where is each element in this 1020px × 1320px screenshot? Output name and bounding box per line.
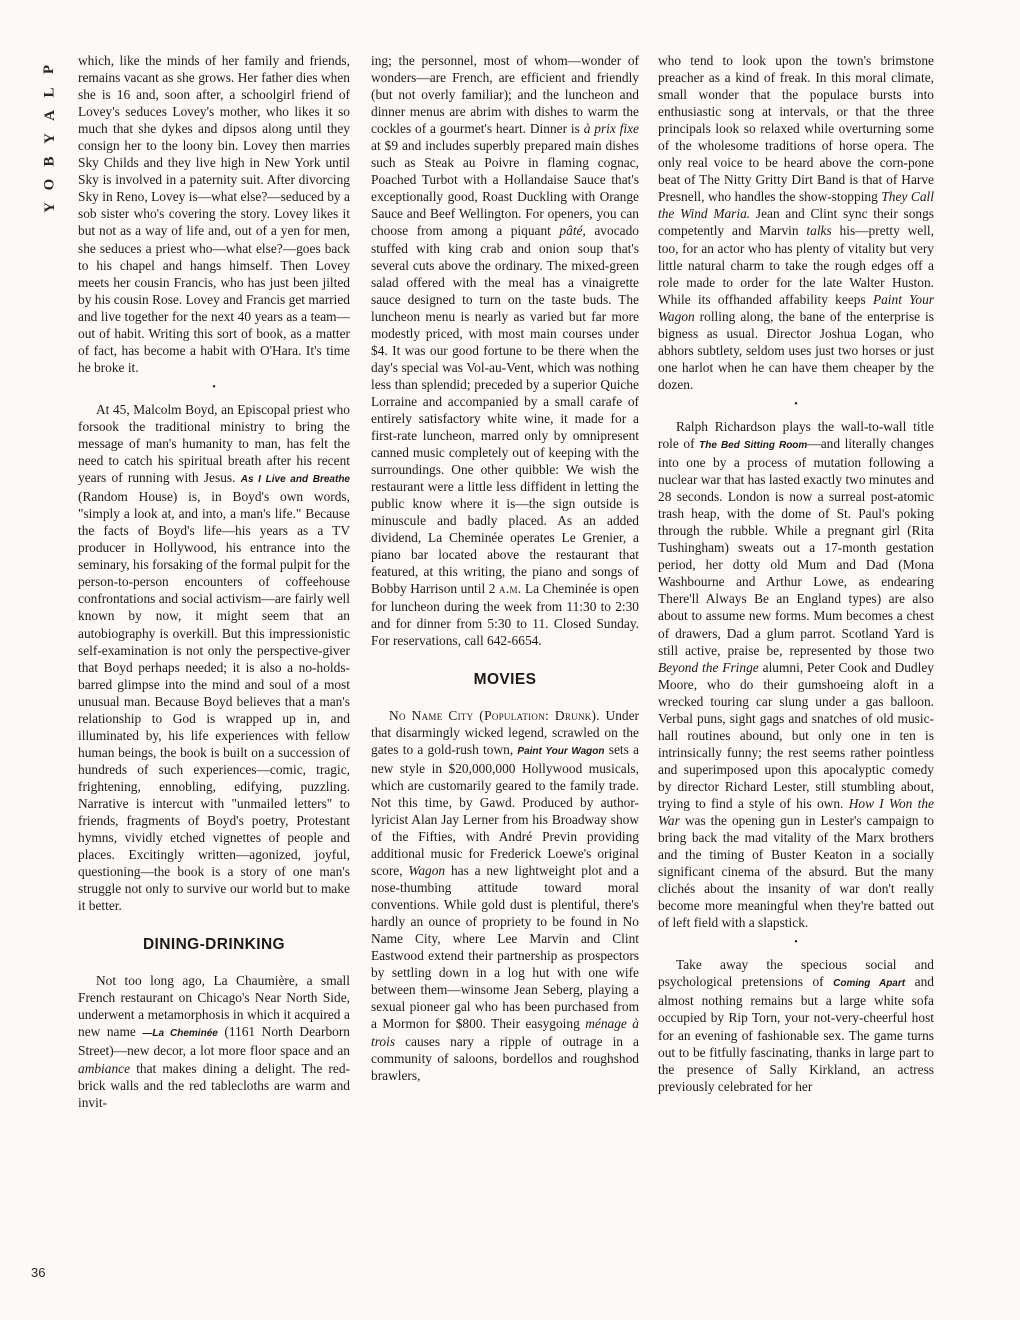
running-head-letter: Y: [41, 133, 58, 144]
movie-review-bed-sitting-room: Ralph Richardson plays the wall-to-wall title role of The Bed Sitting Room—and literally changes into one by a process of mutation following a nuclear war that has lasted exactly two minutes and 28 seconds. London is now a surreal post-atomic trash heap, with the dome of St. Paul's poking through the rubble. While a pregnant girl (Rita Tushingham) sweats out a 17-month gestation period, her dotty old Mum and Dad (Mona Washbourne and Arthur Lowe, as endearing There'll Always Be an England types) are also about to assume new forms. Mum becomes a chest of drawers, Dad a glum parrot. Scotland Yard is still active, praise be, represented by those two Beyond the Fringe alumni, Peter Cook and Dudley Moore, who do their gumshoeing aloft in a wrecked touring car slung under a gas balloon. Verbal puns, sight gags and snatches of old music-hall routines abound, but only one in ten is intrinsically funny; the rest seems rather pointless and superimposed upon this apocalyptic comedy by director Richard Lester, still stumbling about, trying to find a style of his own. How I Won the War was the opening gun in Lester's campaign to bring back the mad vitality of the Marx brothers and the timing of Buster Keaton in a socially significant cinema of the absurd. But the many clichés about the insanity of war don't really become more meaningful when they're batted out of left field with a slapstick.: [658, 418, 934, 931]
movie-review-coming-apart: Take away the specious social and psychological pretensions of Coming Apart and almost nothing remains but a large white sofa occupied by Rip Torn, your not-very-cheerful host for an evening of fashionable sex. The game turns out to be fitfully fascinating, thanks in large part to the presence of Sally Kirkland, an actress previously celebrated for her: [658, 957, 934, 1094]
page-number: 36: [31, 1265, 46, 1280]
book-review-ohara: which, like the minds of her family and friends, remains vacant as she grows. Her father dies when she is 16 and, soon after, a schoolgirl friend of Lovey's seduces Lovey's mother, who likes it so much that she dykes and dipsos along until they consign her to the loony bin. Lovey then marries Sky Childs and they live high in New York until Sky is involved in a paternity suit. After divorcing Sky in Reno, Lovey is—what else?—seduced by a sob sister who's covering the story. Lovey likes it but not as a way of life and, out of a yen for men, she seduces a priest who—what else?—goes back to his chapel and hangs himself. Then Lovey meets her cousin Francis, who has just been jilted by his cousin Rose. Lovey and Francis get married and live together for the next 40 years as a team—out of habit. Writing this sort of book, as a matter of fact, has become a habit with O'Hara. It's time he broke it.: [78, 53, 350, 375]
running-head: [38, 58, 62, 219]
column-1: [78, 52, 350, 1302]
running-head-letter: B: [41, 156, 58, 167]
running-head-letter: A: [41, 110, 58, 121]
section-separator: •: [794, 398, 798, 410]
running-head-letter: Y: [41, 202, 58, 213]
dining-review-continued: ing; the personnel, most of whom—wonder of wonders—are French, are efficient and friendly (but not overly familiar); and the luncheon and dinner menus are abrim with dishes to warm the cockles of a gourmet's heart. Dinner is à prix fixe at $9 and includes superbly prepared main dishes such as Steak au Poivre in flaming cognac, Poached Turbot with a Hollandaise Sauce that's exceptionally good, Roast Duckling with Orange Sauce and Beef Wellington. For openers, you can choose from among a piquant pâté, avocado stuffed with king crab and onion soup that's several cuts above the ordinary. The mixed-green salad offered with the meal has a vinaigrette sauce designed to turn on the taste buds. The luncheon menu is nearly as varied but far more modestly priced, with most main courses under $4. It was our good fortune to be there when the day's special was Vol-au-Vent, which was nothing less than splendid; preceded by a superior Quiche Lorraine and accompanied by a small carafe of entirely satisfactory white wine, it made for a first-rate luncheon, marred only by omnipresent canned music completely out of keeping with the surroundings. One other quibble: We wish the restaurant were a little less diffident in letting the public know where it is—the sign outside is minuscule and badly placed. As an added dividend, La Cheminée operates Le Grenier, a piano bar located above the restaurant that featured, at this writing, the piano and songs of Bobby Harrison until 2 a.m. La Cheminée is open for luncheon during the week from 11:30 to 2:30 and for dinner from 5:30 to 11. Closed Sunday. For reservations, call 642-6654.: [371, 53, 639, 648]
book-title: As I Live and Breathe: [240, 474, 350, 486]
movie-title: Paint Your Wagon: [517, 745, 605, 757]
dining-review: Not too long ago, La Chaumière, a small French restaurant on Chicago's Near North Side, underwent a metamorphosis in which it acquired a new name —La Cheminée (1161 North Dearborn Street)—new decor, a lot more floor space and an ambiance that makes dining a delight. The red-brick walls and the red tablecloths are warm and invit-: [78, 973, 350, 1110]
section-heading-movies: MOVIES: [473, 670, 537, 688]
column-2: [371, 52, 639, 1302]
running-head-letter: O: [41, 178, 58, 191]
book-review-boyd: At 45, Malcolm Boyd, an Episcopal priest who forsook the traditional ministry to bring the message of man's humanity to man, has felt the need to catch his spiritual breath after his recent years of running with Jesus. As I Live and Breathe (Random House) is, in Boyd's own words, "simply a look at, and into, a man's life." Because the facts of Boyd's life—his years as a TV producer in Hollywood, his entrance into the seminary, his forsaking of the formal pulpit for the person-to-person encounters of coffeehouse confrontations and social activism—are fairly well known by now, it might seem that an autobiography is overkill. But this impressionistic self-examination is not only the perspective-giver that Boyd perhaps needed; it is also a no-holds-barred glimpse into the mind and soul of a most unusual man. Because Boyd believes that a man's relationship to God is wrapped up in, and illuminated by, his life experiences with fellow human beings, the book is built on a succession of hundreds of such experiences—comic, tragic, frightening, ennobling, edifying, puzzling. Narrative is intercut with "unmailed letters" to friends, fragments of Boyd's poetry, Protestant hymns, vividly etched vignettes of people and places. Excitingly written—agonized, joyful, questioning—the book is a story of one man's struggle not only to survive our world but to make it better.: [78, 401, 350, 914]
column-3: [658, 52, 934, 1302]
movie-title: Coming Apart: [833, 978, 906, 990]
section-separator: •: [794, 937, 798, 949]
section-separator: •: [212, 381, 216, 393]
running-head-letter: P: [41, 64, 58, 75]
movie-title: The Bed Sitting Room: [699, 439, 808, 451]
restaurant-name: —La Cheminée: [142, 1028, 218, 1040]
movie-review-paint-your-wagon: No Name City (Population: Drunk). Under that disarmingly wicked legend, scrawled on the gates to a gold-rush town, Paint Your Wagon sets a new style in $20,000,000 Hollywood musicals, which are customarily geared to the family trade. Not this time, by Gawd. Produced by author-lyricist Alan Jay Lerner from his Broadway show of the Fifties, with André Previn providing additional music for Frederick Loewe's original score, Wagon has a new lightweight plot and a nose-thumbing attitude toward moral conventions. While gold dust is plentiful, there's hardly an ounce of propriety to be found in No Name City, where Lee Marvin and Clint Eastwood extend their partnership as prospectors by settling down in a log hut with one wife between them—winsome Jean Seberg, playing a sexual pioneer gal who has been purchased from a Mormon for $800. Their easygoing ménage à trois causes nary a ripple of outrage in a community of saloons, bordellos and roughshod brawlers,: [371, 707, 639, 1083]
section-heading-dining: DINING-DRINKING: [142, 936, 286, 954]
movie-review-continued: who tend to look upon the town's brimstone preacher as a kind of freak. In this moral climate, small wonder that the populace bursts into enthusiastic song at intervals, or that the three principals look so relaxed while overturning some of the wholesome traditions of horse opera. The only real voice to be heard above the corn-pone beat of The Nitty Gritty Dirt Band is that of Harve Presnell, who handles the show-stopping They Call the Wind Maria. Jean and Clint sync their songs competently and Marvin talks his—pretty well, too, for an actor who has plenty of vitality but very little natural charm to take the rough edges off a role made to order for the late Walter Huston. While its offhanded affability keeps Paint Your Wagon rolling along, the bane of the enterprise is bigness as usual. Director Joshua Logan, who abhors subtlety, seldom uses just two horses or just one harlot when he can have them cheaper by the dozen.: [658, 53, 934, 392]
running-head-letter: L: [41, 87, 58, 98]
